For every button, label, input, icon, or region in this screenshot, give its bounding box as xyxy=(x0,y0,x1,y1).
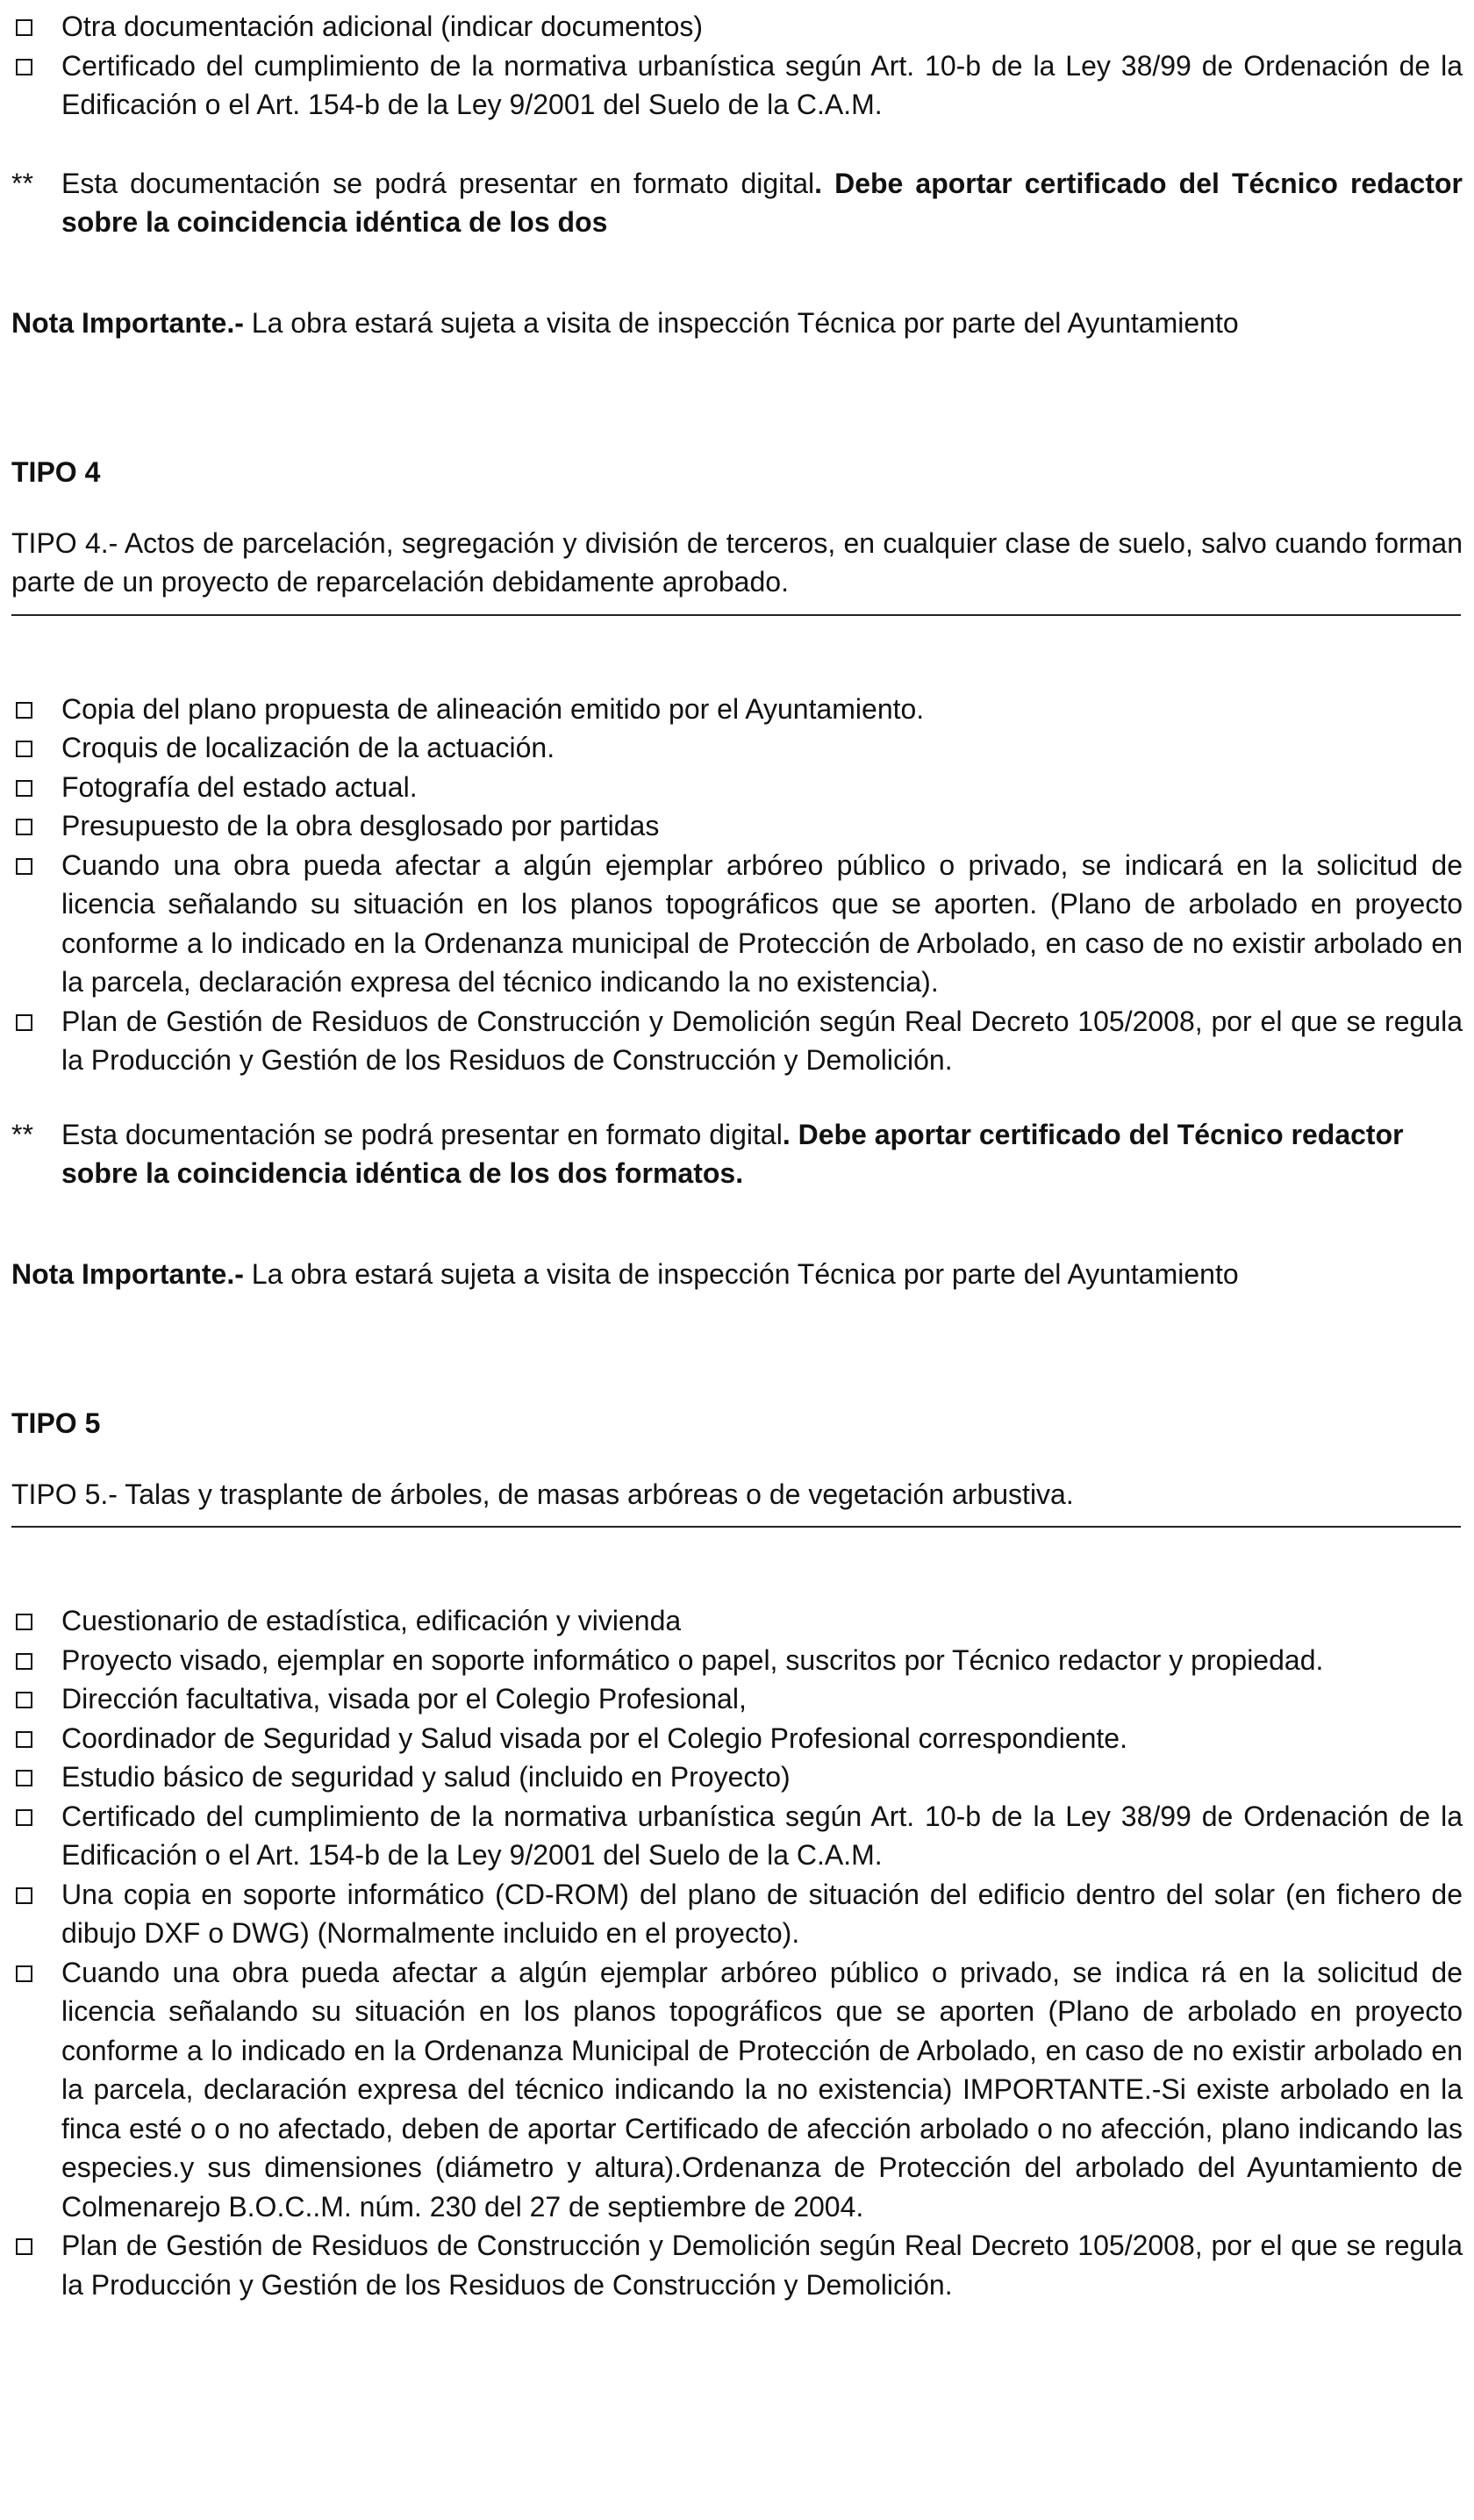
checkbox-icon[interactable] xyxy=(16,1614,32,1630)
list-item: Copia del plano propuesta de alineación emitido por el Ayuntamiento. xyxy=(11,690,1463,729)
checkbox-icon[interactable] xyxy=(16,702,32,719)
list-item: Cuando una obra pueda afectar a algún ejemplar arbóreo público o privado, se indica rá en la solicitud de licencia señalando su situación en los planos topográficos que se aporten (Plano de arbolado en proyecto conforme a lo indicado en la Ordenanza Municipal de Protección de Arbolado, en caso de no existir arbolado en la parcela, declaración expresa del técnico indicando la no existencia) IMPORTANTE.-Si existe arbolado en la finca esté o o no afectado, deben de aportar Certificado de afección arbolado o no afección, plano indicando las especies.y sus dimensiones (diámetro y altura).Ordenanza de Protección del arbolado del Ayuntamiento de Colmenarejo B.O.C..M. núm. 230 del 27 de septiembre de 2004. xyxy=(11,1953,1463,2227)
list-item: Dirección facultativa, visada por el Colegio Profesional, xyxy=(11,1679,1463,1719)
list-item: Plan de Gestión de Residuos de Construcción y Demolición según Real Decreto 105/2008, por el que se regula la Producción y Gestión de los Residuos de Construcción y Demolición. xyxy=(11,1002,1463,1080)
list-item: Fotografía del estado actual. xyxy=(11,768,1463,807)
list-item: Una copia en soporte informático (CD-ROM) del plano de situación del edificio dentro del solar (en fichero de dibujo DXF o DWG) (Normalmente incluido en el proyecto). xyxy=(11,1875,1463,1953)
list-item: Certificado del cumplimiento de la normativa urbanística según Art. 10-b de la Ley 38/99 de Ordenación de la Edificación o el Art. 154-b de la Ley 9/2001 del Suelo de la C.A.M. xyxy=(11,47,1463,125)
checkbox-icon[interactable] xyxy=(16,19,32,36)
checkbox-icon[interactable] xyxy=(16,1770,32,1786)
list-item: Cuestionario de estadística, edificación y vivienda xyxy=(11,1601,1463,1641)
checkbox-icon[interactable] xyxy=(16,1809,32,1826)
list-item: Presupuesto de la obra desglosado por partidas xyxy=(11,806,1463,846)
note-mark: ** xyxy=(11,167,33,199)
digital-format-note: ** Esta documentación se podrá presentar en formato digital. Debe aportar certificado del Técnico redactor sobre la coincidencia idéntica de los dos xyxy=(11,164,1463,242)
important-note: Nota Importante.- La obra estará sujeta a visita de inspección Técnica por parte del Ayuntamiento xyxy=(11,1257,1239,1290)
list-item: Cuando una obra pueda afectar a algún ejemplar arbóreo público o privado, se indicará en la solicitud de licencia señalando su situación en los planos topográficos que se aporten. (Plano de arbolado en proyecto conforme a lo indicado en la Ordenanza municipal de Protección de Arbolado, en caso de no existir arbolado en la parcela, declaración expresa del técnico indicando la no existencia). xyxy=(11,846,1463,1002)
list-item: Croquis de localización de la actuación. xyxy=(11,728,1463,768)
checklist-tipo5 xyxy=(11,1601,1463,2304)
section-description-tipo4: TIPO 4.- Actos de parcelación, segregación y división de terceros, en cualquier clase de suelo, salvo cuando forman parte de un proyecto de reparcelación debidamente aprobado. xyxy=(11,526,1463,598)
checkbox-icon[interactable] xyxy=(16,1014,32,1031)
digital-format-note: ** Esta documentación se podrá presentar en formato digital. Debe aportar certificado del Técnico redactor sobre la coincidencia idéntica de los dos formatos. xyxy=(11,1115,1463,1193)
section-heading-tipo5: TIPO 5 xyxy=(11,1407,101,1439)
list-item: Proyecto visado, ejemplar en soporte informático o papel, suscritos por Técnico redactor y propiedad. xyxy=(11,1641,1463,1680)
checklist-block1 xyxy=(11,7,1463,125)
checkbox-icon[interactable] xyxy=(16,1731,32,1748)
note-mark: ** xyxy=(11,1118,33,1150)
checkbox-icon[interactable] xyxy=(16,1653,32,1670)
list-item: Coordinador de Seguridad y Salud visada por el Colegio Profesional correspondiente. xyxy=(11,1719,1463,1758)
list-item: Estudio básico de seguridad y salud (incluido en Proyecto) xyxy=(11,1758,1463,1797)
section-heading-tipo4: TIPO 4 xyxy=(11,456,101,488)
checklist-tipo4 xyxy=(11,690,1463,1080)
checkbox-icon[interactable] xyxy=(16,741,32,757)
checkbox-icon[interactable] xyxy=(16,2238,32,2255)
checkbox-icon[interactable] xyxy=(16,858,32,875)
section-description-tipo5: TIPO 5.- Talas y trasplante de árboles, de masas arbóreas o de vegetación arbustiva. xyxy=(11,1478,1074,1510)
document-page xyxy=(11,7,1463,2304)
checkbox-icon[interactable] xyxy=(16,1692,32,1708)
important-note: Nota Importante.- La obra estará sujeta a visita de inspección Técnica por parte del Ayuntamiento xyxy=(11,306,1239,339)
checkbox-icon[interactable] xyxy=(16,1887,32,1904)
list-item: Plan de Gestión de Residuos de Construcción y Demolición según Real Decreto 105/2008, por el que se regula la Producción y Gestión de los Residuos de Construcción y Demolición. xyxy=(11,2226,1463,2304)
checkbox-icon[interactable] xyxy=(16,819,32,835)
list-item: Certificado del cumplimiento de la normativa urbanística según Art. 10-b de la Ley 38/99 de Ordenación de la Edificación o el Art. 154-b de la Ley 9/2001 del Suelo de la C.A.M. xyxy=(11,1797,1463,1875)
checkbox-icon[interactable] xyxy=(16,59,32,75)
list-item: Otra documentación adicional (indicar documentos) xyxy=(11,7,1463,47)
checkbox-icon[interactable] xyxy=(16,780,32,797)
checkbox-icon[interactable] xyxy=(16,1965,32,1982)
